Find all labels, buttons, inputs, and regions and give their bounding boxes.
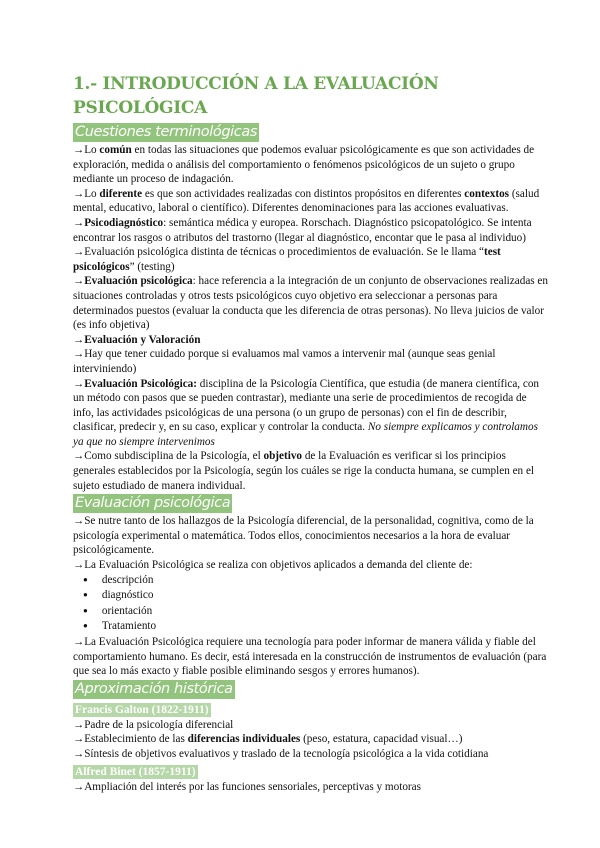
italic-note: No siempre explicamos y controlamos ya que no siempre intervenimos — [73, 421, 538, 448]
paragraph-text: Hay que tener cuidado porque si evaluamos mal vamos a intervenir mal (aunque seas genial interviniendo) — [73, 348, 496, 375]
paragraph-text: Establecimiento de las — [84, 733, 188, 746]
section-heading: Cuestiones terminológicas — [75, 124, 257, 140]
paragraph-text: Lo — [84, 144, 100, 156]
bullet-list — [73, 573, 549, 635]
paragraph-text: (salud mental, educativo, laboral o científico). Diferentes denominaciones para las acciones evaluativas. — [73, 187, 540, 215]
paragraph — [73, 274, 549, 332]
paragraph-text: Ampliación del interés por las funciones sensoriales, perceptivas y motoras — [84, 780, 421, 793]
arrow-icon: → — [73, 559, 85, 572]
arrow-icon: → — [73, 377, 85, 390]
paragraph — [73, 635, 549, 679]
subheading-row — [73, 700, 549, 718]
section-heading-row — [73, 679, 549, 700]
subheading-row — [73, 762, 549, 780]
paragraph-text: : semántica médica y europea. Rorschach. Diagnóstico psicopatológico. Se intenta encontrar los rasgos o atributos del trastorno (llegar al diagnóstico, encontar que le pasa al individuo) — [73, 216, 532, 244]
paragraph-text: Evaluación psicológica distinta de técnicas o procedimientos de evaluación. Se le llama “ — [84, 246, 484, 259]
page-title: 1.- INTRODUCCIÓN A LA EVALUACIÓN PSICOLÓGICA — [73, 74, 439, 118]
bold-term: contextos — [464, 187, 510, 200]
arrow-icon: → — [73, 718, 85, 731]
paragraph — [73, 514, 549, 558]
list-item: ● descripción — [103, 573, 549, 589]
paragraph-text: La Evaluación Psicológica se realiza con objetivos aplicados a demanda del cliente de: — [84, 559, 473, 572]
paragraph — [73, 216, 549, 245]
paragraph — [73, 143, 549, 187]
arrow-icon: → — [73, 216, 85, 229]
paragraph — [73, 747, 549, 762]
section-heading: Evaluación psicológica — [75, 495, 231, 512]
bold-term: Evaluación Psicológica: — [84, 377, 197, 390]
arrow-icon: → — [73, 333, 85, 346]
list-item: ● diagnóstico — [103, 588, 549, 604]
paragraph-text: de la Evaluación es verificar si los principios generales establecidos por la Psicología, según los cuáles se rige la conducta humana, se cumplen en el sujeto estudiado de manera individual. — [73, 450, 535, 492]
paragraph-text: disciplina de la Psicología Científica, que estudia (de manera científica, con un método con pasos que se pueden contrastar), mediante una serie de procedimientos de recogida de info, las actividades psicológicas de una persona (o un grupo de personas) con el fin de describir, clasificar, predecir y, en su caso, explicar y controlar la conducta. — [73, 377, 540, 434]
paragraph — [73, 449, 549, 493]
arrow-icon: → — [73, 636, 85, 648]
arrow-icon: → — [73, 780, 85, 793]
paragraph-text: Síntesis de objetivos evaluativos y traslado de la tecnología psicológica a la vida cotidiana — [84, 747, 489, 760]
section-heading-row — [73, 122, 549, 143]
bold-term: Evaluación y Valoración — [84, 333, 201, 346]
bold-term: Evaluación psicológica — [84, 275, 193, 288]
bold-term: objetivo — [263, 450, 303, 463]
section-heading-row — [73, 493, 549, 514]
arrow-icon: → — [73, 187, 85, 200]
paragraph-text: Lo — [84, 187, 100, 200]
arrow-icon: → — [73, 515, 85, 528]
list-item: ● Tratamiento — [103, 619, 549, 635]
paragraph — [73, 347, 549, 376]
paragraph — [73, 245, 549, 274]
paragraph-text: La Evaluación Psicológica requiere una tecnología para poder informar de manera válida y fiable del comportamiento humano. Es decir, está interesada en la construcción de instrumentos de evaluación (para que sea lo más exacto y fiable posible eliminando sesgos y errores humanos). — [73, 636, 547, 678]
paragraph — [73, 377, 549, 450]
paragraph — [73, 780, 549, 795]
person-subheading: Francis Galton (1822-1911) — [75, 703, 209, 716]
section-heading: Aproximación histórica — [75, 680, 233, 697]
paragraph-text: es que son actividades realizadas con distintos propósitos en diferentes — [142, 187, 465, 200]
paragraph — [73, 187, 549, 216]
paragraph — [73, 718, 549, 733]
paragraph-text: Padre de la psicología diferencial — [84, 718, 234, 731]
paragraph-text: en todas las situaciones que podemos evaluar psicológicamente es que son actividades de exploración, medida o análisis del comportamiento o fenómenos psicológicos de un sujeto o grupo mediante un proceso de indagación. — [73, 144, 535, 186]
arrow-icon: → — [73, 144, 85, 156]
bold-term: común — [99, 144, 132, 156]
document-body — [73, 122, 549, 794]
arrow-icon: → — [73, 450, 85, 463]
paragraph — [73, 558, 549, 573]
list-item: ● orientación — [103, 604, 549, 620]
paragraph-text: : hace referencia a la integración de un conjunto de observaciones realizadas en situaciones controladas y otros tests psicológicos cuyo objetivo era seleccionar a personas para determinados puestos (evaluar la conducta que les diferencia de otras personas). No lleva juicios de valor (es info objetiva) — [73, 275, 548, 332]
arrow-icon: → — [73, 733, 85, 746]
document-page — [73, 72, 549, 794]
paragraph — [73, 732, 549, 747]
arrow-icon: → — [73, 246, 85, 259]
bold-term: diferencias individuales — [187, 733, 301, 746]
arrow-icon: → — [73, 348, 85, 361]
bold-term: Psicodiagnóstico — [84, 216, 164, 229]
arrow-icon: → — [73, 747, 85, 760]
bold-term: diferente — [99, 187, 143, 200]
paragraph — [73, 333, 549, 348]
paragraph-text: (peso, estatura, capacidad visual…) — [300, 733, 463, 746]
paragraph-text: Como subdisciplina de la Psicología, el — [84, 450, 264, 463]
paragraph-text: ” (testing) — [129, 260, 175, 273]
person-subheading: Alfred Binet (1857-1911) — [75, 765, 196, 778]
paragraph-text: Se nutre tanto de los hallazgos de la Psicología diferencial, de la personalidad, cognitiva, como de la psicología experimental o matemática. Todos ellos, conocimientos necesarios a la hora de evaluar psicológicamente. — [73, 515, 534, 557]
bold-term: test psicológicos — [73, 246, 501, 273]
arrow-icon: → — [73, 275, 85, 288]
